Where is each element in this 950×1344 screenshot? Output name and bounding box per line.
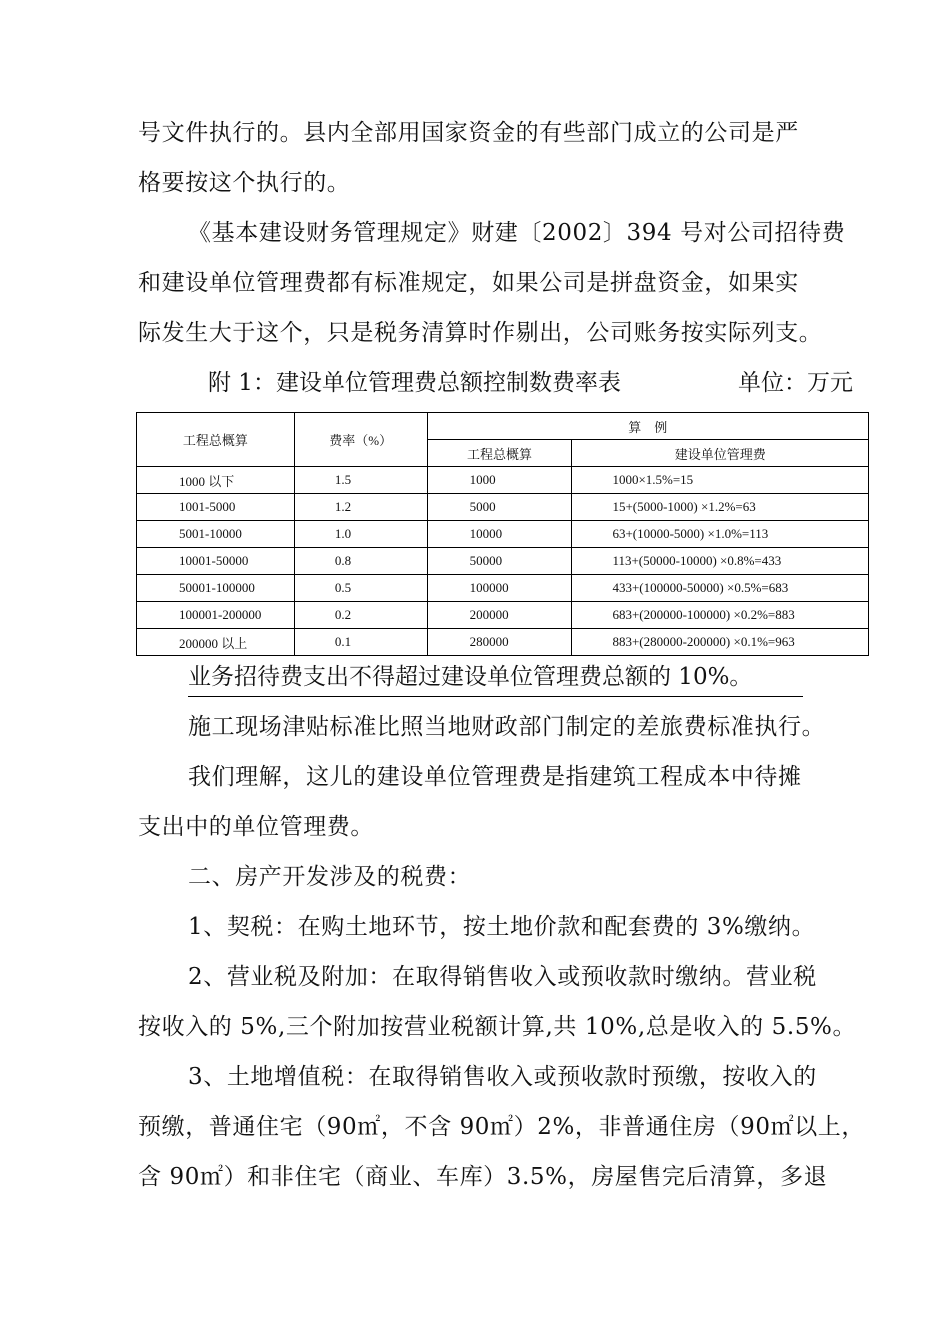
- cell-range: 1000 以下: [137, 467, 295, 494]
- paragraph-line: 际发生大于这个，只是税务清算时作剔出，公司账务按实际列支。: [138, 320, 823, 346]
- table-row: [137, 602, 869, 629]
- header-example: 算 例: [427, 413, 868, 440]
- paragraph-line: 号文件执行的。县内全部用国家资金的有些部门成立的公司是严: [138, 120, 799, 146]
- paragraph-line: 按收入的 5%,三个附加按营业税额计算,共 10%,总是收入的 5.5%。: [138, 1014, 857, 1040]
- cell-example-fee: 113+(50000-10000) ×0.8%=433: [572, 548, 869, 575]
- cell-range: 100001-200000: [137, 602, 295, 629]
- cell-example-total: 100000: [427, 575, 572, 602]
- header-example-fee: 建设单位管理费: [572, 440, 869, 467]
- table-caption: 附 1：建设单位管理费总额控制数费率表: [208, 370, 621, 396]
- cell-rate: 1.5: [294, 467, 427, 494]
- cell-example-fee: 15+(5000-1000) ×1.2%=63: [572, 494, 869, 521]
- cell-example-fee: 883+(280000-200000) ×0.1%=963: [572, 629, 869, 656]
- cell-rate: 1.2: [294, 494, 427, 521]
- cell-range: 50001-100000: [137, 575, 295, 602]
- cell-rate: 0.8: [294, 548, 427, 575]
- hospitality-limit-note: 业务招待费支出不得超过建设单位管理费总额的 10%。: [188, 662, 803, 697]
- header-rate: 费率（%）: [294, 413, 427, 467]
- cell-rate: 1.0: [294, 521, 427, 548]
- cell-example-total: 50000: [427, 548, 572, 575]
- paragraph-line: 1、契税：在购土地环节，按土地价款和配套费的 3%缴纳。: [188, 914, 816, 940]
- table-row: [137, 629, 869, 656]
- paragraph-line: 我们理解，这儿的建设单位管理费是指建筑工程成本中待摊: [188, 764, 802, 790]
- cell-range: 10001-50000: [137, 548, 295, 575]
- cell-rate: 0.5: [294, 575, 427, 602]
- paragraph-line: 含 90㎡）和非住宅（商业、车库）3.5%，房屋售完后清算，多退: [138, 1164, 828, 1190]
- table-row: [137, 548, 869, 575]
- paragraph-line: 和建设单位管理费都有标准规定，如果公司是拼盘资金，如果实: [138, 270, 799, 296]
- paragraph-line: 施工现场津贴标准比照当地财政部门制定的差旅费标准执行。: [188, 714, 826, 740]
- table-unit: 单位：万元: [738, 370, 853, 396]
- table-row: [137, 575, 869, 602]
- cell-example-fee: 433+(100000-50000) ×0.5%=683: [572, 575, 869, 602]
- paragraph-line: 《基本建设财务管理规定》财建〔2002〕394 号对公司招待费: [188, 220, 846, 246]
- cell-example-total: 5000: [427, 494, 572, 521]
- table-row: [137, 521, 869, 548]
- section-heading: 二、房产开发涉及的税费：: [188, 864, 472, 890]
- header-total: 工程总概算: [137, 413, 295, 467]
- cell-example-total: 280000: [427, 629, 572, 656]
- paragraph-line: 预缴，普通住宅（90㎡，不含 90㎡）2%，非普通住房（90㎡以上，: [138, 1114, 865, 1140]
- cell-range: 5001-10000: [137, 521, 295, 548]
- paragraph-line: 3、土地增值税：在取得销售收入或预收款时预缴，按收入的: [188, 1064, 817, 1090]
- fee-rate-table: [136, 412, 869, 656]
- cell-example-total: 10000: [427, 521, 572, 548]
- cell-example-fee: 683+(200000-100000) ×0.2%=883: [572, 602, 869, 629]
- cell-range: 200000 以上: [137, 629, 295, 656]
- paragraph-line: 支出中的单位管理费。: [138, 814, 374, 840]
- table-row: [137, 467, 869, 494]
- paragraph-line: 2、营业税及附加：在取得销售收入或预收款时缴纳。营业税: [188, 964, 817, 990]
- cell-rate: 0.2: [294, 602, 427, 629]
- paragraph-line: 格要按这个执行的。: [138, 170, 351, 196]
- cell-example-total: 1000: [427, 467, 572, 494]
- cell-example-fee: 63+(10000-5000) ×1.0%=113: [572, 521, 869, 548]
- table-row: [137, 494, 869, 521]
- cell-example-fee: 1000×1.5%=15: [572, 467, 869, 494]
- header-example-total: 工程总概算: [427, 440, 572, 467]
- cell-rate: 0.1: [294, 629, 427, 656]
- cell-example-total: 200000: [427, 602, 572, 629]
- cell-range: 1001-5000: [137, 494, 295, 521]
